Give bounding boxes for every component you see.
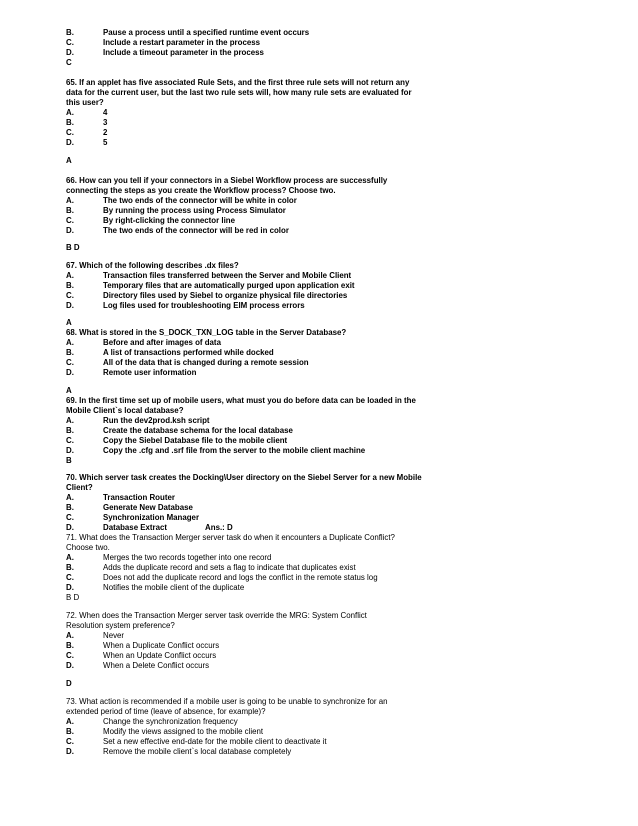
q66-option-a: A. The two ends of the connector will be white in color: [66, 196, 297, 205]
q69-option-d: D. Copy the .cfg and .srf file from the server to the mobile client machine: [66, 446, 366, 455]
q71-option-c: C. Does not add the duplicate record and logs the conflict in the remote status log: [66, 573, 378, 582]
q72-option-d: D. When a Delete Conflict occurs: [66, 661, 210, 670]
q67-option-d: D. Log files used for troubleshooting EIM process errors: [66, 301, 305, 310]
q73-option-d: D. Remove the mobile client`s local database completely: [66, 747, 292, 756]
question-72-line-2: Resolution system preference?: [66, 621, 175, 630]
q73-option-a: A. Change the synchronization frequency: [66, 717, 238, 726]
question-66-line-1: 66. How can you tell if your connectors in a Siebel Workflow process are successfully: [66, 176, 388, 185]
q71-option-b: B. Adds the duplicate record and sets a flag to indicate that duplicates exist: [66, 563, 356, 572]
q70-inline-answer: Ans.: D: [205, 523, 233, 532]
q73-option-c: C. Set a new effective end-date for the mobile client to deactivate it: [66, 737, 327, 746]
q67-option-b: B. Temporary files that are automatically purged upon application exit: [66, 281, 355, 290]
option-c: C. Include a restart parameter in the process: [66, 38, 260, 47]
q68-option-a: A. Before and after images of data: [66, 338, 221, 347]
q67-option-c: C. Directory files used by Siebel to organize physical file directories: [66, 291, 348, 300]
q70-option-d: D. Database Extract Ans.: D: [66, 523, 233, 532]
question-69-line-1: 69. In the first time set up of mobile users, what must you do before data can be loaded in the: [66, 396, 416, 405]
question-73-line-1: 73. What action is recommended if a mobile user is going to be unable to synchronize for an: [66, 697, 388, 706]
q71-option-d: D. Notifies the mobile client of the duplicate: [66, 583, 245, 592]
q66-option-c: C. By right-clicking the connector line: [66, 216, 235, 225]
question-68-line-1: 68. What is stored in the S_DOCK_TXN_LOG table in the Server Database?: [66, 328, 347, 337]
q67-option-a: A. Transaction files transferred between the Server and Mobile Client: [66, 271, 352, 280]
q68-option-c: C. All of the data that is changed during a remote session: [66, 358, 309, 367]
q66-answer: B D: [66, 243, 80, 252]
q70-option-b: B. Generate New Database: [66, 503, 193, 512]
question-70-line-2: Client?: [66, 483, 93, 492]
q68-option-b: B. A list of transactions performed while docked: [66, 348, 274, 357]
question-70-line-1: 70. Which server task creates the Docking\User directory on the Siebel Server for a new Mobile: [66, 473, 422, 482]
question-65-line-3: this user?: [66, 98, 104, 107]
question-66-line-2: connecting the steps as you create the Workflow process? Choose two.: [66, 186, 336, 195]
q72-option-b: B. When a Duplicate Conflict occurs: [66, 641, 220, 650]
q72-option-c: C. When an Update Conflict occurs: [66, 651, 217, 660]
q65-option-b: B. 3: [66, 118, 108, 127]
question-73-line-2: extended period of time (leave of absence, for example)?: [66, 707, 266, 716]
q72-option-a: A. Never: [66, 631, 125, 640]
q65-option-c: C. 2: [66, 128, 108, 137]
q68-answer: A: [66, 386, 72, 395]
q68-option-d: D. Remote user information: [66, 368, 197, 377]
question-65-line-1: 65. If an applet has five associated Rule Sets, and the first three rule sets will not return any: [66, 78, 410, 87]
q69-option-c: C. Copy the Siebel Database file to the mobile client: [66, 436, 288, 445]
question-69-line-2: Mobile Client`s local database?: [66, 406, 184, 415]
q70-option-a: A. Transaction Router: [66, 493, 175, 502]
option-b: B. Pause a process until a specified runtime event occurs: [66, 28, 310, 37]
q66-option-d: D. The two ends of the connector will be red in color: [66, 226, 289, 235]
q65-option-a: A. 4: [66, 108, 108, 117]
question-72-line-1: 72. When does the Transaction Merger server task override the MRG: System Conflict: [66, 611, 367, 620]
q66-option-b: B. By running the process using Process Simulator: [66, 206, 286, 215]
q71-answer: B D: [66, 593, 80, 602]
q70-option-c: C. Synchronization Manager: [66, 513, 200, 522]
question-71-line-2: Choose two.: [66, 543, 110, 552]
q67-answer: A: [66, 318, 72, 327]
q69-option-b: B. Create the database schema for the local database: [66, 426, 293, 435]
q69-option-a: A. Run the dev2prod.ksh script: [66, 416, 210, 425]
question-65-line-2: data for the current user, but the last two rule sets will, how many rule sets are evaluated for: [66, 88, 412, 97]
q69-answer: B: [66, 456, 72, 465]
q65-option-d: D. 5: [66, 138, 108, 147]
q71-option-a: A. Merges the two records together into one record: [66, 553, 272, 562]
question-67-line-1: 67. Which of the following describes .dx files?: [66, 261, 239, 270]
q72-answer: D: [66, 679, 72, 688]
answer: C: [66, 58, 72, 67]
option-d: D. Include a timeout parameter in the process: [66, 48, 264, 57]
question-71-line-1: 71. What does the Transaction Merger server task do when it encounters a Duplicate Conflict?: [66, 533, 395, 542]
q65-answer: A: [66, 156, 72, 165]
q73-option-b: B. Modify the views assigned to the mobile client: [66, 727, 264, 736]
